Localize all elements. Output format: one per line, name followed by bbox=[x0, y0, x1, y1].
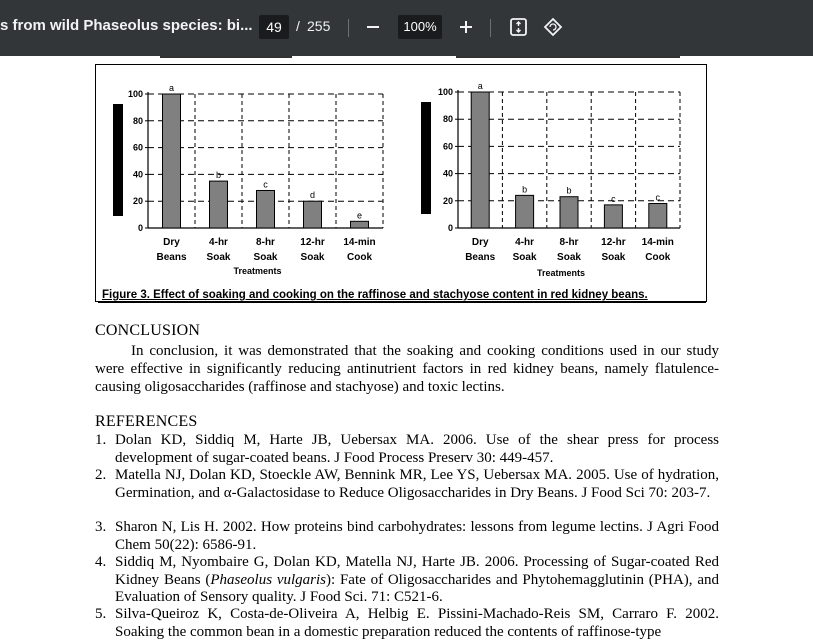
y-tick-label: 80 bbox=[442, 114, 453, 125]
conclusion-heading: CONCLUSION bbox=[95, 322, 201, 339]
x-tick-label: Cook bbox=[347, 252, 372, 263]
x-tick-label: 12-hr bbox=[601, 237, 626, 248]
x-tick-label: 8-hr bbox=[559, 237, 579, 248]
figure-caption: Figure 3. Effect of soaking and cooking on the raffinose and stachyose content in red kidney beans. bbox=[102, 289, 648, 301]
bar-letter-label: c bbox=[611, 193, 616, 204]
y-tick-label: 80 bbox=[132, 115, 143, 126]
rotate-icon[interactable] bbox=[542, 16, 564, 38]
y-tick-label: 100 bbox=[437, 87, 453, 97]
reference-number: 2. bbox=[95, 467, 107, 483]
raffinose-bar-chart bbox=[108, 64, 398, 284]
references-heading: REFERENCES bbox=[95, 413, 198, 430]
reference-text bbox=[95, 554, 719, 607]
bar-letter-label: b bbox=[215, 170, 222, 181]
y-tick-label: 60 bbox=[442, 141, 453, 152]
page-separator: / bbox=[296, 18, 300, 34]
bar-letter-label: e bbox=[356, 210, 363, 221]
figure-bottom-rule bbox=[98, 302, 706, 303]
bar-letter-label: b bbox=[522, 184, 528, 195]
x-tick-label: Soak bbox=[206, 252, 231, 263]
reference-number: 5. bbox=[95, 606, 107, 622]
reference-text: Silva-Queiroz K, Costa-de-Oliveira A, Helbig E. Pissini-Machado-Reis SM, Carraro F. 2002. Soaking the common bean in a domestic preparation reduced the contents of raffinose-type bbox=[115, 606, 719, 640]
x-tick-label: Soak bbox=[557, 252, 581, 263]
x-tick-label: Beans bbox=[465, 252, 496, 263]
conclusion-paragraph bbox=[95, 342, 719, 396]
bar bbox=[304, 201, 322, 228]
x-tick-label: 8-hr bbox=[256, 237, 275, 248]
reference-item bbox=[95, 432, 719, 467]
bar-letter-label: c bbox=[263, 179, 268, 190]
x-tick-label: 4-hr bbox=[209, 237, 228, 248]
y-tick-label: 100 bbox=[127, 89, 143, 99]
bar-letter-label: a bbox=[477, 81, 483, 91]
zoom-input[interactable]: 100% bbox=[398, 15, 442, 39]
reference-item bbox=[95, 554, 719, 607]
reference-item bbox=[95, 606, 719, 641]
bar bbox=[257, 190, 275, 228]
species-name: Phaseolus vulgaris bbox=[210, 571, 327, 588]
y-tick-label: 40 bbox=[132, 169, 143, 180]
bar bbox=[210, 181, 228, 228]
toolbar-divider bbox=[348, 19, 349, 37]
x-tick-label: 14-min bbox=[641, 237, 674, 248]
conclusion-line: study were effective in significantly reducing antinutrient factors in red kidney beans, namely bbox=[95, 343, 719, 377]
reference-number: 4. bbox=[95, 554, 107, 570]
reference-text: Matella NJ, Dolan KD, Stoeckle AW, Bennink MR, Lee YS, Uebersax MA. 2005. Use of hydration, Germination, and α-Galactosidase to Reduce Oligosaccharides in Dry Beans. J Food Sci 70: 203-7. bbox=[115, 467, 719, 501]
clipped-text-line bbox=[150, 56, 300, 62]
y-tick-label: 20 bbox=[442, 195, 453, 206]
plus-icon bbox=[459, 14, 473, 40]
y-tick-label: 40 bbox=[442, 168, 453, 179]
x-tick-label: Dry bbox=[163, 237, 180, 248]
bar-letter-label: c bbox=[655, 192, 661, 203]
reference-number: 3. bbox=[95, 519, 107, 535]
reference-text: Sharon N, Lis H. 2002. How proteins bind carbohydrates: lessons from legume lectins. J Agri Food Chem 50(22): 6586-91. bbox=[115, 519, 719, 553]
minus-icon bbox=[366, 14, 380, 40]
reference-item bbox=[95, 519, 719, 554]
x-tick-label: Cook bbox=[645, 252, 671, 263]
document-title: s from wild Phaseolus species: bi... bbox=[0, 17, 253, 34]
page-number-input[interactable]: 49 bbox=[259, 15, 289, 39]
bar bbox=[351, 221, 369, 228]
conclusion-line: In conclusion, it was demonstrated that the soaking and cooking conditions used in our bbox=[131, 343, 681, 359]
bar-letter-label: b bbox=[566, 185, 572, 196]
x-tick-label: Soak bbox=[512, 252, 537, 263]
legend-bar bbox=[421, 102, 431, 214]
bar bbox=[516, 195, 534, 228]
bar bbox=[163, 94, 181, 228]
x-tick-label: Soak bbox=[601, 252, 626, 263]
x-tick-label: 4-hr bbox=[515, 237, 535, 248]
x-tick-label: Soak bbox=[253, 252, 278, 263]
bar bbox=[471, 92, 489, 228]
y-tick-label: 0 bbox=[137, 223, 143, 233]
reference-number: 1. bbox=[95, 432, 107, 448]
fit-to-page-icon[interactable] bbox=[509, 16, 529, 38]
x-axis-label: Treatments bbox=[536, 268, 586, 278]
y-tick-label: 20 bbox=[132, 196, 143, 207]
conclusion-line: flatulence-causing oligosaccharides (raffinose and stachyose) and toxic lectins. bbox=[95, 361, 719, 395]
reference-text-part: ): Fate of Oligosaccharides and Phytohemagglutinin (PHA), and Evaluation of Sensory quality. J Food Sci. 71: C521-6. bbox=[115, 571, 719, 605]
clipped-text-line bbox=[456, 56, 686, 62]
legend-bar bbox=[113, 104, 123, 216]
x-axis-label: Treatments bbox=[233, 266, 282, 276]
page-total: 255 bbox=[307, 18, 331, 34]
stachyose-bar-chart bbox=[418, 64, 708, 284]
x-tick-label: Dry bbox=[471, 237, 489, 248]
reference-text-part: Siddiq M, Nyombaire G, Dolan KD, Matella NJ, Harte JB. 2006. Processing of Sugar-coated Red Kidney Beans ( bbox=[115, 554, 719, 588]
y-tick-label: 60 bbox=[132, 142, 143, 153]
toolbar-divider bbox=[490, 19, 491, 37]
bar-letter-label: d bbox=[309, 190, 316, 201]
bar-letter-label: a bbox=[168, 83, 175, 93]
x-tick-label: 14-min bbox=[343, 237, 376, 248]
x-tick-label: Beans bbox=[156, 252, 187, 263]
x-tick-label: 12-hr bbox=[300, 237, 325, 248]
reference-item bbox=[95, 467, 719, 502]
bar bbox=[560, 197, 578, 228]
y-tick-label: 0 bbox=[447, 223, 453, 233]
reference-text: Dolan KD, Siddiq M, Harte JB, Uebersax MA. 2006. Use of the shear press for process development of sugar-coated beans. J Food Process Preserv 30: 449-457. bbox=[115, 432, 719, 466]
zoom-in-button[interactable] bbox=[454, 14, 478, 40]
zoom-out-button[interactable] bbox=[361, 14, 385, 40]
bar bbox=[649, 204, 667, 228]
x-tick-label: Soak bbox=[300, 252, 325, 263]
pdf-toolbar bbox=[0, 0, 813, 56]
bar bbox=[604, 205, 622, 228]
